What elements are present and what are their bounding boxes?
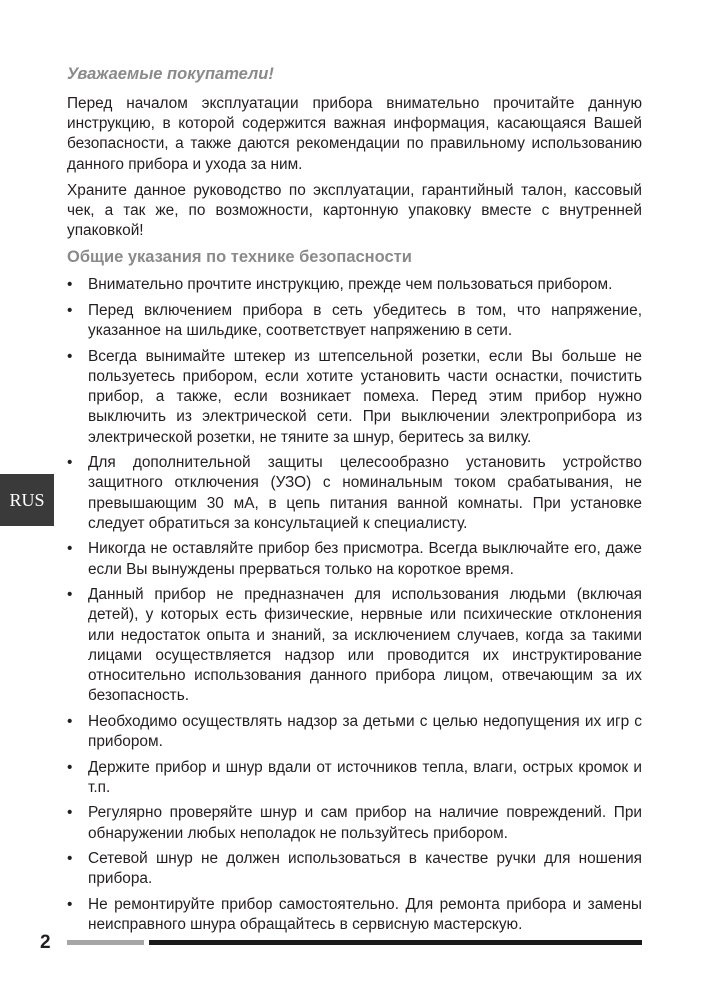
storage-paragraph: Храните данное руководство по эксплуатации, гарантийный талон, кассовый чек, а так же, по возможности, картонную упаковку вместе с внутренней упаковкой! [67, 181, 642, 240]
page-content [67, 64, 642, 941]
list-item [67, 758, 642, 798]
footer-rule-grey [67, 940, 144, 945]
list-item-text: Для дополнительной защиты целесообразно установить устройство защитного отключения (УЗО) с номинальным током срабатывания, не превышающим 30 мА, в цепь питания ванной комнаты. При установке следует обратиться за консультацией к специалисту. [88, 454, 642, 532]
bullet-icon: • [67, 712, 73, 730]
list-item-text: Сетевой шнур не должен использоваться в качестве ручки для ношения прибора. [88, 850, 642, 888]
list-item-text: Внимательно прочтите инструкцию, прежде чем пользоваться прибором. [88, 276, 613, 294]
bullet-icon: • [67, 454, 73, 472]
language-tab: RUS [0, 474, 54, 526]
list-item-text: Всегда вынимайте штекер из штепсельной розетки, если Вы больше не пользуетесь прибором, если хотите установить части оснастки, почистить прибор, а также, если возникает помеха. Перед этим прибор нужно выключить из электрической сети. При выключении электроприбора из электрической розетки, не тяните за шнур, беритесь за вилку. [88, 347, 642, 446]
list-item-text: Данный прибор не предназначен для использования людьми (включая детей), у которых есть физические, нервные или психические отклонения или недостаток опыта и знаний, за исключением случаев, когда за такими лицами осуществляется надзор или проводится их инструктирование относительно использования данного прибора лицом, отвечающим за их безопасность. [88, 586, 642, 705]
bullet-icon: • [67, 896, 73, 914]
page-number: 2 [40, 932, 51, 953]
list-item-text: Держите прибор и шнур вдали от источников тепла, влаги, острых кромок и т.п. [88, 758, 642, 796]
list-item [67, 301, 642, 341]
list-item [67, 803, 642, 843]
safety-list [67, 275, 642, 935]
bullet-icon: • [67, 276, 73, 294]
list-item-text: Регулярно проверяйте шнур и сам прибор на наличие повреждений. При обнаружении любых неполадок не пользуйтесь прибором. [88, 804, 642, 842]
bullet-icon: • [67, 302, 73, 320]
bullet-icon: • [67, 540, 73, 558]
list-item [67, 895, 642, 935]
list-item [67, 347, 642, 448]
greeting-heading: Уважаемые покупатели! [67, 65, 274, 83]
list-item [67, 849, 642, 889]
bullet-icon: • [67, 758, 73, 776]
list-item-text: Перед включением прибора в сеть убедитесь в том, что напряжение, указанное на шильдике, соответствует напряжению в сети. [88, 302, 642, 340]
list-item [67, 539, 642, 579]
footer-rule-black [149, 940, 642, 945]
list-item [67, 712, 642, 752]
list-item-text: Никогда не оставляйте прибор без присмотра. Всегда выключайте его, даже если Вы вынуждены прерваться только на короткое время. [88, 540, 642, 578]
bullet-icon: • [67, 804, 73, 822]
list-item-text: Не ремонтируйте прибор самостоятельно. Для ремонта прибора и замены неисправного шнура обращайтесь в сервисную мастерскую. [88, 896, 642, 934]
list-item [67, 275, 642, 295]
bullet-icon: • [67, 347, 73, 365]
list-item [67, 453, 642, 534]
bullet-icon: • [67, 586, 73, 604]
section-title: Общие указания по технике безопасности [67, 248, 412, 267]
list-item [67, 585, 642, 706]
list-item-text: Необходимо осуществлять надзор за детьми с целью недопущения их игр с прибором. [88, 712, 642, 751]
intro-paragraph: Перед началом эксплуатации прибора внимательно прочитайте данную инструкцию, в которой содержится важная информация, касающаяся Вашей безопасности, а также даются рекомендации по правильному использованию данного прибора и ухода за ним. [67, 95, 642, 173]
bullet-icon: • [67, 850, 73, 868]
